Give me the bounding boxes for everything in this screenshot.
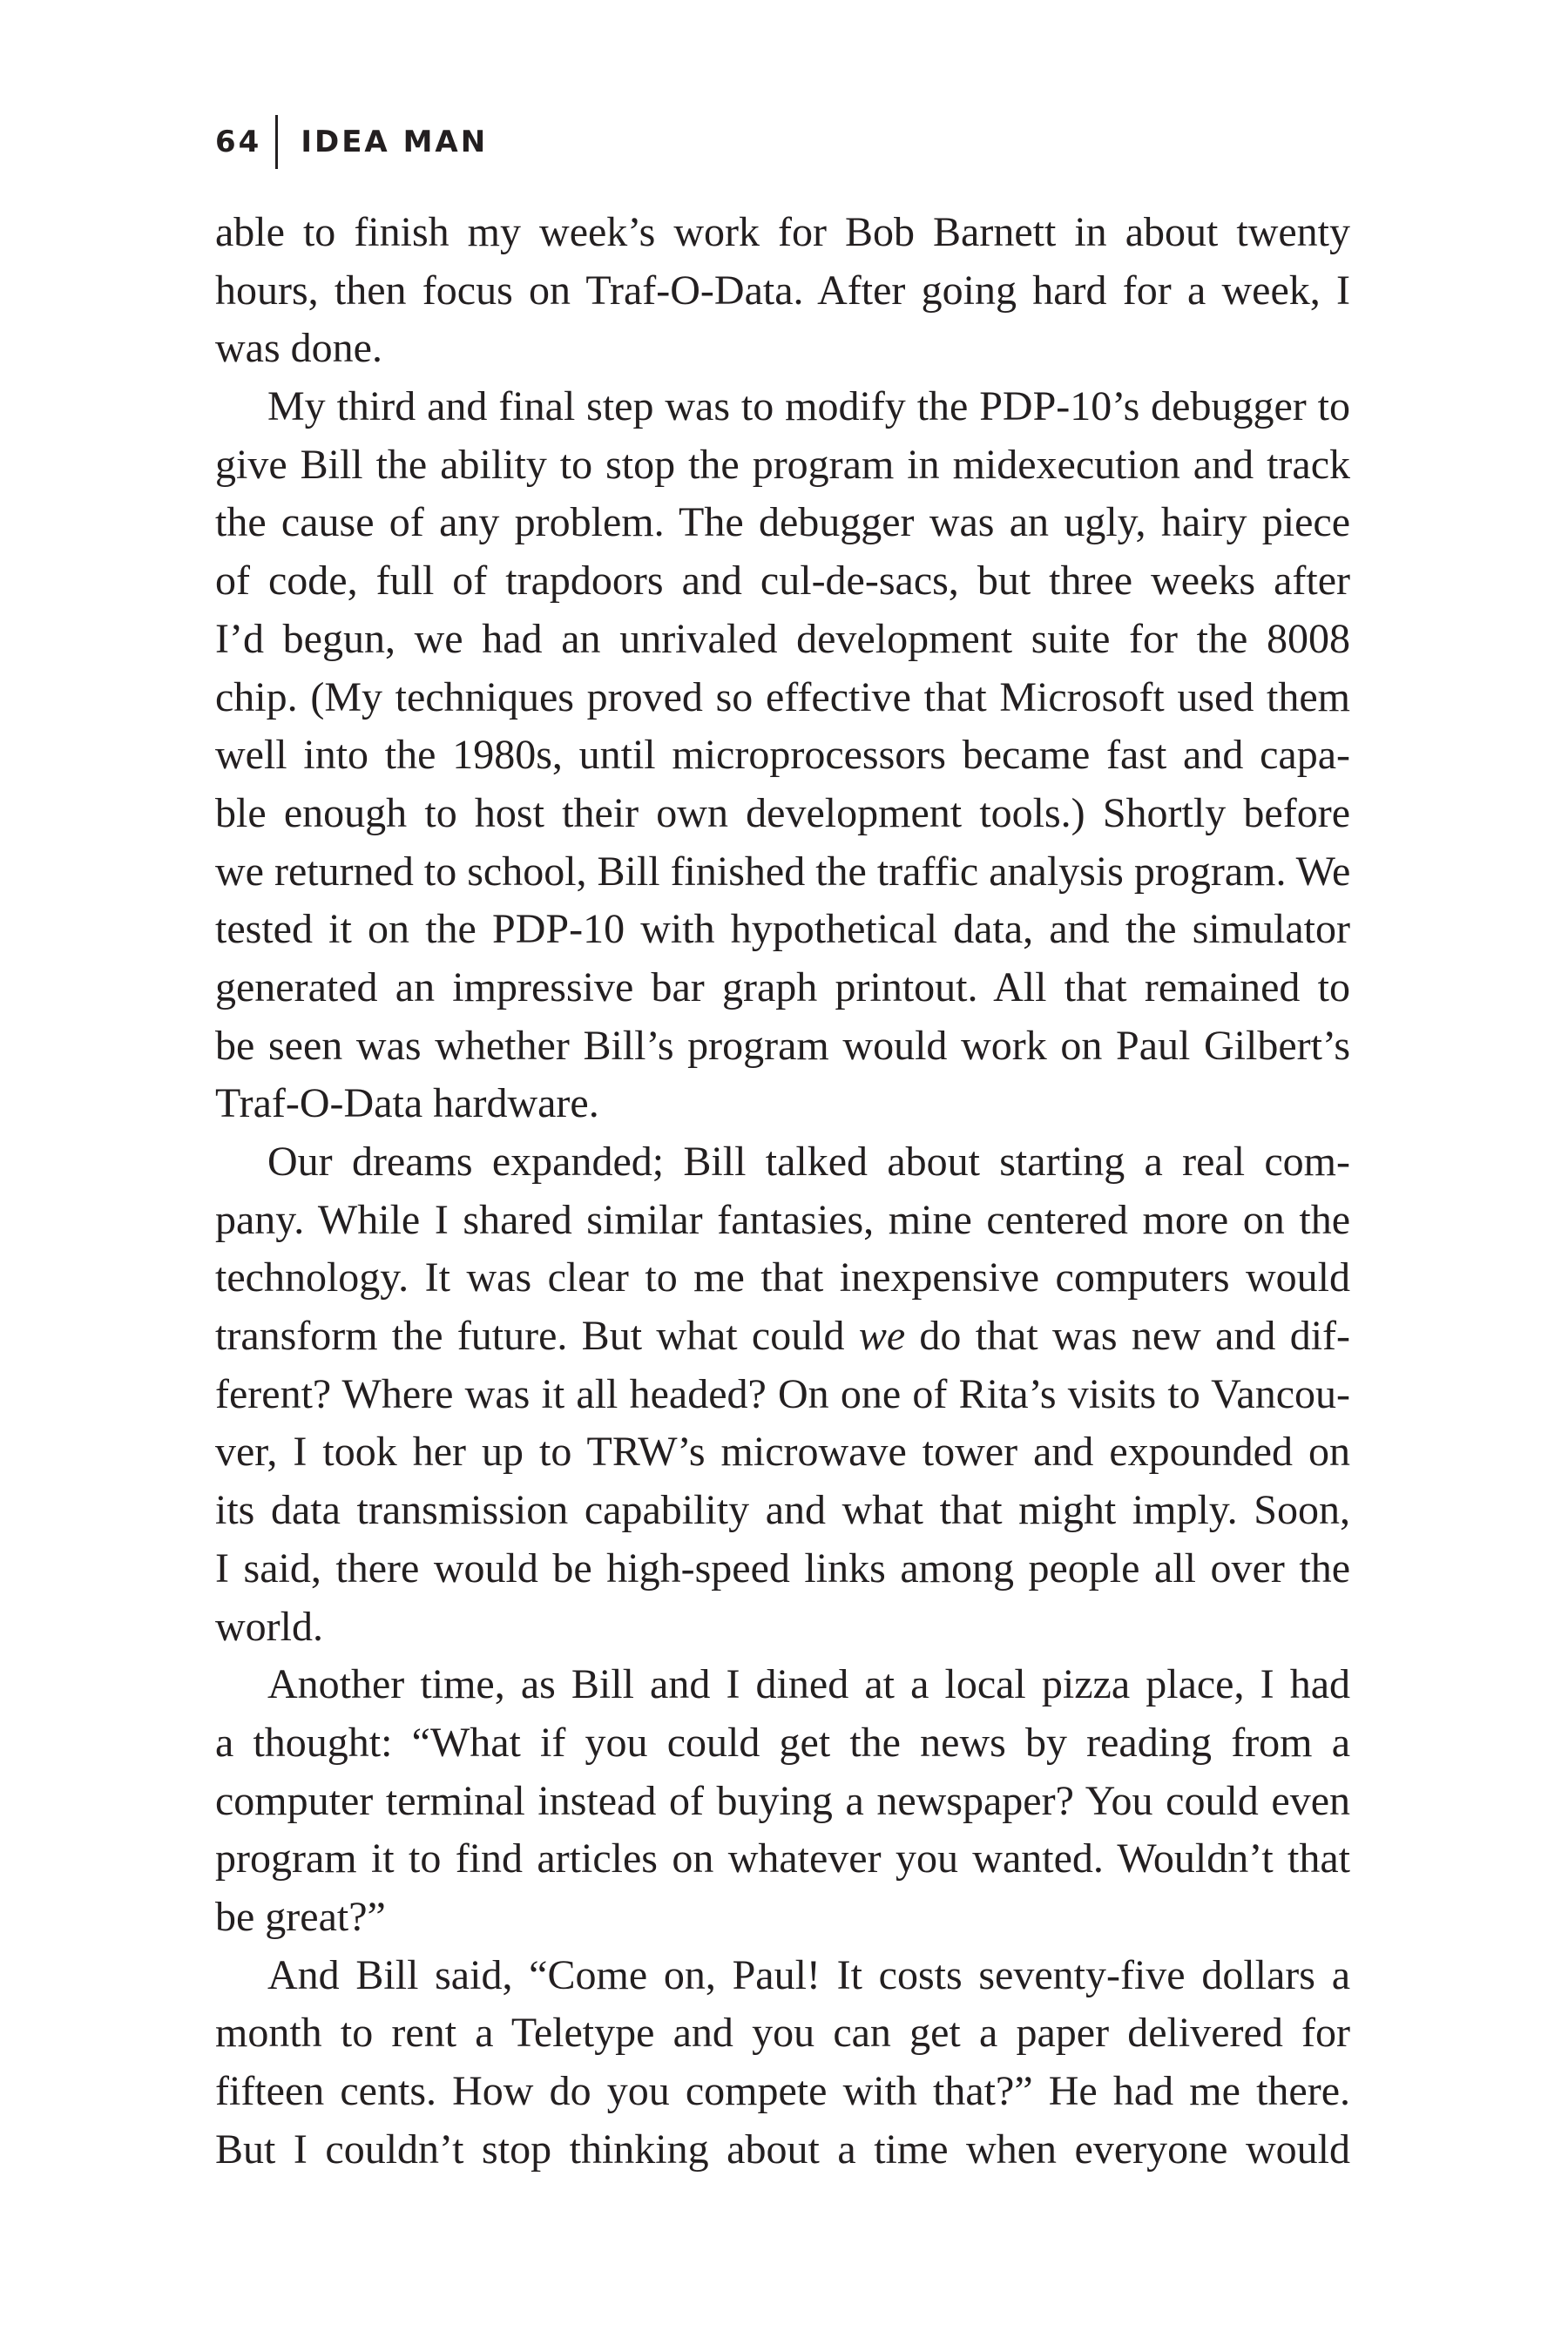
paragraph-first-line: And Bill said, “Come on, Paul! It costs seventy-five dollars a	[267, 1951, 1350, 1998]
text-line: its data transmission capability and what that might imply. Soon,	[215, 1487, 1350, 1534]
text-segment: transform the future. But what could	[215, 1313, 859, 1360]
text-line: give Bill the ability to stop the program in midexecution and track	[215, 441, 1350, 488]
text-line: hours, then focus on Traf-O-Data. After going hard for a week, I	[215, 267, 1350, 314]
text-line: generated an impressive bar graph printout. All that remained to	[215, 963, 1350, 1010]
text-line: I said, there would be high-speed links among people all over the	[215, 1544, 1350, 1592]
text-line: ver, I took her up to TRW’s microwave tower and expounded on	[215, 1429, 1350, 1476]
text-line: pany. While I shared similar fantasies, mine centered more on the	[215, 1196, 1350, 1243]
paragraph-first-line: Our dreams expanded; Bill talked about starting a real com-	[267, 1139, 1350, 1185]
text-line: tested it on the PDP-10 with hypothetical data, and the simulator	[215, 906, 1350, 953]
text-line: ferent? Where was it all headed? On one of Rita’s visits to Vancou-	[215, 1370, 1350, 1417]
emphasis-word: we	[858, 1313, 906, 1360]
paragraph-first-line: My third and final step was to modify the PDP-10’s debugger to	[267, 383, 1350, 430]
text-line: Traf-O-Data hardware.	[215, 1080, 599, 1127]
text-line: chip. (My techniques proved so effective that Microsoft used them	[215, 673, 1350, 720]
text-line: But I couldn’t stop thinking about a time when everyone would	[215, 2126, 1350, 2173]
page-number: 64	[215, 125, 262, 159]
text-line: technology. It was clear to me that inexpensive computers would	[215, 1254, 1350, 1301]
text-line: well into the 1980s, until microprocessors became fast and capa-	[215, 732, 1350, 779]
text-line: program it to find articles on whatever you wanted. Wouldn’t that	[215, 1835, 1350, 1882]
header-divider	[275, 115, 278, 169]
body-text	[215, 204, 1350, 2179]
text-line: month to rent a Teletype and you can get a paper delivered for	[215, 2010, 1350, 2057]
text-line: be seen was whether Bill’s program would work on Paul Gilbert’s	[215, 1022, 1350, 1069]
text-line: fifteen cents. How do you compete with that?” He had me there.	[215, 2068, 1350, 2114]
text-line: of code, full of trapdoors and cul-de-sacs, but three weeks after	[215, 558, 1350, 605]
text-line: ble enough to host their own development tools.) Shortly before	[215, 789, 1350, 836]
text-line-with-emphasis	[215, 1308, 1350, 1366]
paragraph-first-line: Another time, as Bill and I dined at a local pizza place, I had	[267, 1661, 1350, 1708]
book-title: IDEA MAN	[301, 125, 489, 159]
text-line: able to finish my week’s work for Bob Barnett in about twenty	[215, 209, 1350, 255]
text-line: we returned to school, Bill finished the traffic analysis program. We	[215, 848, 1350, 895]
running-head	[215, 112, 488, 172]
text-line: the cause of any problem. The debugger was an ugly, hairy piece	[215, 499, 1350, 546]
text-line: be great?”	[215, 1893, 386, 1940]
text-line: world.	[215, 1603, 323, 1650]
text-line: I’d begun, we had an unrivaled development suite for the 8008	[215, 615, 1350, 662]
text-segment: do that was new and dif-	[905, 1313, 1350, 1360]
text-line: a thought: “What if you could get the news by reading from a	[215, 1719, 1350, 1766]
text-line: was done.	[215, 325, 382, 372]
text-line: computer terminal instead of buying a newspaper? You could even	[215, 1777, 1350, 1824]
